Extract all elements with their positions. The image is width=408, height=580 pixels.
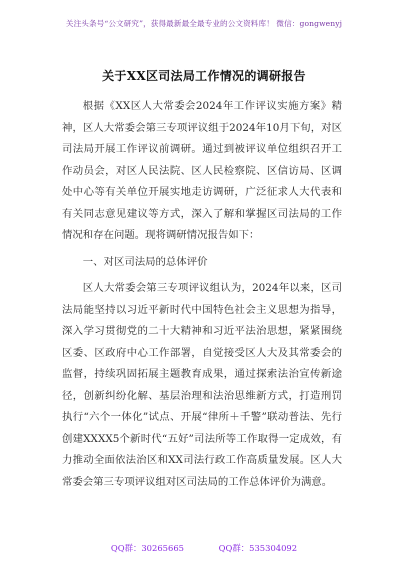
paragraph-intro: 根据《XX区人大常委会2024年工作评议实施方案》精神，区人大常委会第三专项评议组于2024年10月下旬，对区司法局开展工作评议前调研。通过到被评议单位组织召开工作动员会，对区人民法院、区人民检察院、区信访局、区调处中心等有关单位开展实地走访调研，广泛征求人大代表和有关同志意见建议等方式，深入了解和掌握区司法局的工作情况和存在问题。现将调研情况报告如下： xyxy=(62,100,342,241)
page-footer xyxy=(0,542,408,554)
paragraph-evaluation: 区人大常委会第三专项评议组认为，2024年以来，区司法局能坚持以习近平新时代中国特色社会主义思想为指导，深入学习贯彻党的二十大精神和习近平法治思想，紧紧围绕区委、区政府中心工作部署，自觉接受区人大及其常委会的监督，持续巩固拓展主题教育成果，通过探索法治宣传新途径，创新纠纷化解、基层治理和法治思维新方式，打造刑罚执行“六个一体化”试点、开展“律所＋千警”联动普法、先行创建XXXX5个新时代“五好”司法所等工作取得一定成效，有力推动全面依法治区和XX司法行政工作高质量发展。区人大常委会第三专项评议组对区司法局的工作总体评价为满意。 xyxy=(62,282,342,488)
section-heading: 一、对区司法局的总体评价 xyxy=(82,255,208,268)
page-header-banner: 关注头条号“公文研究”，获得最新最全最专业的公文资料库！ 微信：gongwenyj xyxy=(65,19,343,28)
footer-qq-group-2: QQ群：535304092 xyxy=(218,543,298,553)
document-body xyxy=(62,96,342,493)
footer-qq-group-1: QQ群：30265665 xyxy=(110,543,184,553)
document-title: 关于XX区司法局工作情况的调研报告 xyxy=(102,69,306,83)
